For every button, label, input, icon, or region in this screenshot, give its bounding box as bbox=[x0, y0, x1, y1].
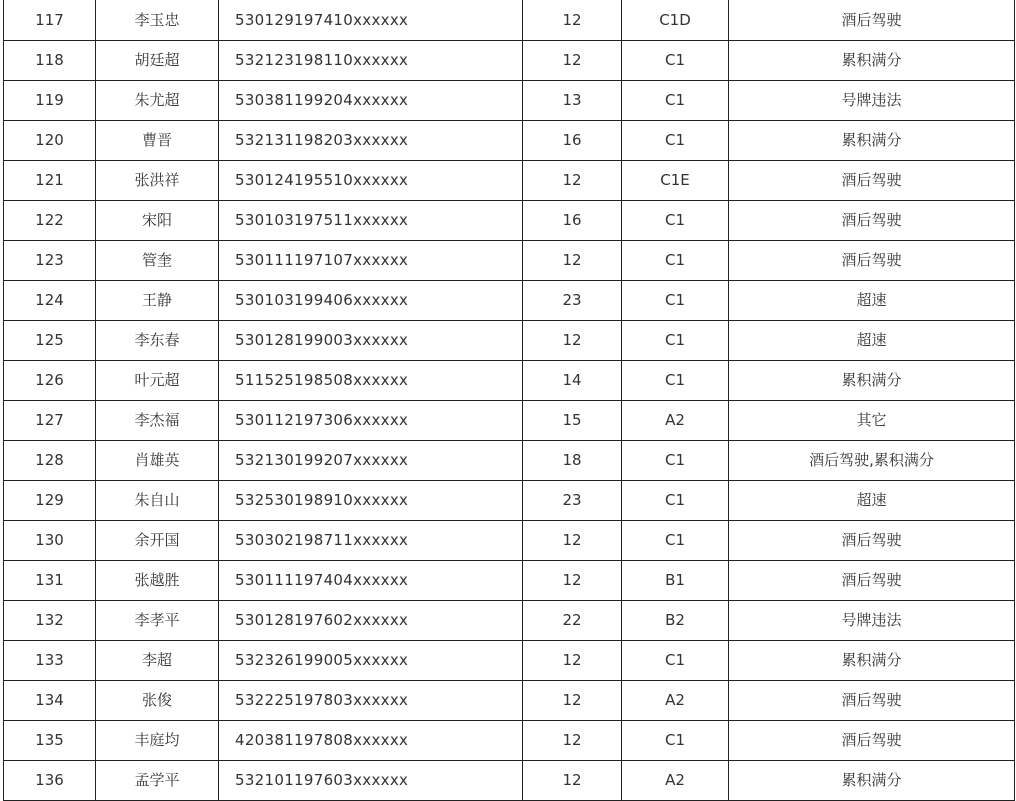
table-row bbox=[4, 401, 1015, 441]
table-row bbox=[4, 41, 1015, 81]
record-reason: 其它 bbox=[729, 401, 1015, 441]
record-license-class: A2 bbox=[622, 761, 729, 801]
record-license-class: C1 bbox=[622, 721, 729, 761]
record-number: 134 bbox=[4, 681, 96, 721]
record-number: 128 bbox=[4, 441, 96, 481]
record-name: 李超 bbox=[96, 641, 219, 681]
record-score: 12 bbox=[523, 721, 622, 761]
record-name: 张俊 bbox=[96, 681, 219, 721]
record-license-class: C1 bbox=[622, 321, 729, 361]
record-score: 12 bbox=[523, 321, 622, 361]
record-id-number: 530111197404xxxxxx bbox=[219, 561, 523, 601]
record-name: 孟学平 bbox=[96, 761, 219, 801]
record-license-class: C1 bbox=[622, 41, 729, 81]
record-name: 李孝平 bbox=[96, 601, 219, 641]
record-id-number: 530124195510xxxxxx bbox=[219, 161, 523, 201]
record-number: 127 bbox=[4, 401, 96, 441]
record-name: 李玉忠 bbox=[96, 0, 219, 41]
record-reason: 超速 bbox=[729, 481, 1015, 521]
record-number: 119 bbox=[4, 81, 96, 121]
record-id-number: 530103197511xxxxxx bbox=[219, 201, 523, 241]
record-id-number: 530128199003xxxxxx bbox=[219, 321, 523, 361]
record-reason: 酒后驾驶 bbox=[729, 721, 1015, 761]
table-row bbox=[4, 241, 1015, 281]
record-score: 12 bbox=[523, 681, 622, 721]
table-row bbox=[4, 121, 1015, 161]
record-reason: 累积满分 bbox=[729, 41, 1015, 81]
record-score: 22 bbox=[523, 601, 622, 641]
record-number: 124 bbox=[4, 281, 96, 321]
table-row bbox=[4, 321, 1015, 361]
record-license-class: C1 bbox=[622, 81, 729, 121]
table-row bbox=[4, 441, 1015, 481]
record-id-number: 532530198910xxxxxx bbox=[219, 481, 523, 521]
record-license-class: B1 bbox=[622, 561, 729, 601]
record-number: 129 bbox=[4, 481, 96, 521]
record-name: 朱尤超 bbox=[96, 81, 219, 121]
records-table bbox=[3, 0, 1015, 801]
record-id-number: 530302198711xxxxxx bbox=[219, 521, 523, 561]
records-table-body bbox=[4, 0, 1015, 801]
record-reason: 酒后驾驶 bbox=[729, 0, 1015, 41]
record-score: 12 bbox=[523, 521, 622, 561]
record-score: 12 bbox=[523, 641, 622, 681]
record-score: 16 bbox=[523, 201, 622, 241]
record-score: 16 bbox=[523, 121, 622, 161]
table-row bbox=[4, 521, 1015, 561]
table-row bbox=[4, 641, 1015, 681]
record-score: 12 bbox=[523, 0, 622, 41]
table-row bbox=[4, 681, 1015, 721]
record-reason: 酒后驾驶 bbox=[729, 561, 1015, 601]
record-license-class: C1 bbox=[622, 641, 729, 681]
table-row bbox=[4, 281, 1015, 321]
record-score: 15 bbox=[523, 401, 622, 441]
record-reason: 酒后驾驶 bbox=[729, 201, 1015, 241]
record-score: 23 bbox=[523, 481, 622, 521]
record-license-class: C1 bbox=[622, 521, 729, 561]
record-number: 117 bbox=[4, 0, 96, 41]
record-license-class: B2 bbox=[622, 601, 729, 641]
record-score: 23 bbox=[523, 281, 622, 321]
record-id-number: 530381199204xxxxxx bbox=[219, 81, 523, 121]
record-number: 133 bbox=[4, 641, 96, 681]
record-id-number: 532326199005xxxxxx bbox=[219, 641, 523, 681]
record-reason: 累积满分 bbox=[729, 641, 1015, 681]
record-reason: 累积满分 bbox=[729, 121, 1015, 161]
record-score: 12 bbox=[523, 241, 622, 281]
record-id-number: 530112197306xxxxxx bbox=[219, 401, 523, 441]
record-id-number: 530128197602xxxxxx bbox=[219, 601, 523, 641]
record-reason: 累积满分 bbox=[729, 761, 1015, 801]
record-score: 12 bbox=[523, 161, 622, 201]
record-id-number: 532131198203xxxxxx bbox=[219, 121, 523, 161]
record-license-class: C1 bbox=[622, 241, 729, 281]
record-number: 130 bbox=[4, 521, 96, 561]
record-id-number: 532123198110xxxxxx bbox=[219, 41, 523, 81]
record-license-class: A2 bbox=[622, 401, 729, 441]
record-license-class: C1 bbox=[622, 121, 729, 161]
record-score: 12 bbox=[523, 761, 622, 801]
record-name: 李杰福 bbox=[96, 401, 219, 441]
record-score: 12 bbox=[523, 41, 622, 81]
record-score: 13 bbox=[523, 81, 622, 121]
record-reason: 号牌违法 bbox=[729, 81, 1015, 121]
table-row bbox=[4, 0, 1015, 41]
record-number: 126 bbox=[4, 361, 96, 401]
record-license-class: C1D bbox=[622, 0, 729, 41]
record-reason: 累积满分 bbox=[729, 361, 1015, 401]
table-row bbox=[4, 201, 1015, 241]
record-number: 123 bbox=[4, 241, 96, 281]
record-name: 张洪祥 bbox=[96, 161, 219, 201]
record-number: 122 bbox=[4, 201, 96, 241]
record-name: 朱自山 bbox=[96, 481, 219, 521]
record-reason: 超速 bbox=[729, 321, 1015, 361]
record-license-class: C1 bbox=[622, 201, 729, 241]
record-id-number: 530111197107xxxxxx bbox=[219, 241, 523, 281]
table-row bbox=[4, 721, 1015, 761]
record-number: 131 bbox=[4, 561, 96, 601]
record-name: 叶元超 bbox=[96, 361, 219, 401]
table-row bbox=[4, 481, 1015, 521]
table-row bbox=[4, 161, 1015, 201]
table-row bbox=[4, 601, 1015, 641]
record-number: 118 bbox=[4, 41, 96, 81]
record-name: 肖雄英 bbox=[96, 441, 219, 481]
record-name: 李东春 bbox=[96, 321, 219, 361]
record-name: 张越胜 bbox=[96, 561, 219, 601]
record-id-number: 532225197803xxxxxx bbox=[219, 681, 523, 721]
table-row bbox=[4, 561, 1015, 601]
record-name: 宋阳 bbox=[96, 201, 219, 241]
record-score: 14 bbox=[523, 361, 622, 401]
record-score: 12 bbox=[523, 561, 622, 601]
record-license-class: C1E bbox=[622, 161, 729, 201]
record-id-number: 511525198508xxxxxx bbox=[219, 361, 523, 401]
record-reason: 酒后驾驶 bbox=[729, 681, 1015, 721]
record-license-class: C1 bbox=[622, 481, 729, 521]
record-number: 132 bbox=[4, 601, 96, 641]
record-reason: 酒后驾驶,累积满分 bbox=[729, 441, 1015, 481]
record-name: 胡廷超 bbox=[96, 41, 219, 81]
record-id-number: 532130199207xxxxxx bbox=[219, 441, 523, 481]
record-name: 曹晋 bbox=[96, 121, 219, 161]
record-number: 121 bbox=[4, 161, 96, 201]
record-score: 18 bbox=[523, 441, 622, 481]
record-reason: 超速 bbox=[729, 281, 1015, 321]
record-number: 125 bbox=[4, 321, 96, 361]
record-license-class: C1 bbox=[622, 281, 729, 321]
record-id-number: 530129197410xxxxxx bbox=[219, 0, 523, 41]
table-row bbox=[4, 81, 1015, 121]
record-id-number: 420381197808xxxxxx bbox=[219, 721, 523, 761]
record-reason: 号牌违法 bbox=[729, 601, 1015, 641]
record-license-class: C1 bbox=[622, 361, 729, 401]
record-name: 管奎 bbox=[96, 241, 219, 281]
record-name: 丰庭均 bbox=[96, 721, 219, 761]
table-row bbox=[4, 361, 1015, 401]
record-id-number: 532101197603xxxxxx bbox=[219, 761, 523, 801]
record-reason: 酒后驾驶 bbox=[729, 521, 1015, 561]
record-reason: 酒后驾驶 bbox=[729, 241, 1015, 281]
record-name: 余开国 bbox=[96, 521, 219, 561]
record-number: 120 bbox=[4, 121, 96, 161]
record-reason: 酒后驾驶 bbox=[729, 161, 1015, 201]
record-license-class: A2 bbox=[622, 681, 729, 721]
record-number: 136 bbox=[4, 761, 96, 801]
record-name: 王静 bbox=[96, 281, 219, 321]
record-id-number: 530103199406xxxxxx bbox=[219, 281, 523, 321]
record-number: 135 bbox=[4, 721, 96, 761]
record-license-class: C1 bbox=[622, 441, 729, 481]
